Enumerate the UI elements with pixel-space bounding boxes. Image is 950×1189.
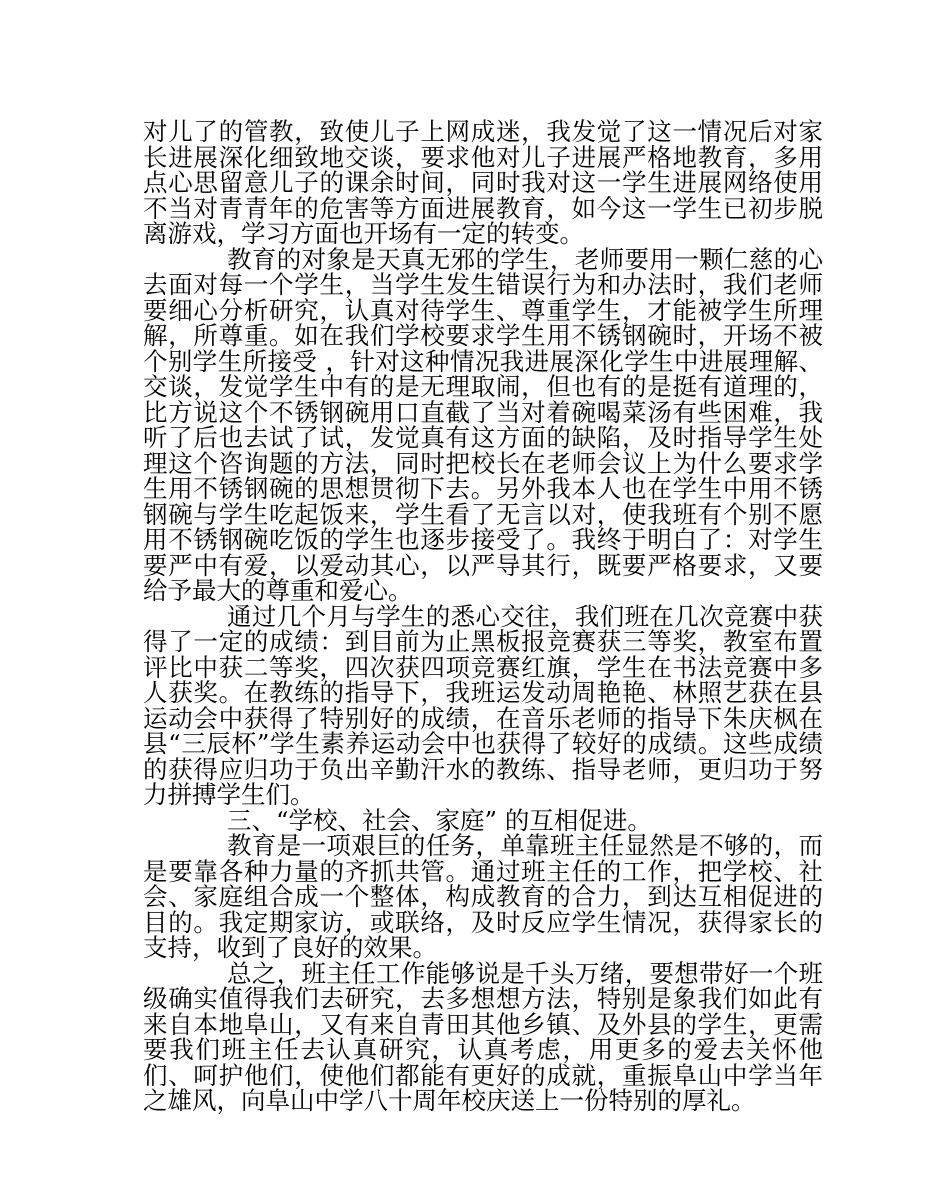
paragraph-joint-education: 教育是一项艰巨的任务，单靠班主任显然是不够的，而是要靠各种力量的齐抓共管。通过班主任的工作，把学校、社会、家庭组合成一个整体，构成教育的合力，到达互相促进的目的。我定期家访，或联络，及时反应学生情况，获得家长的支持，收到了良好的效果。: [143, 831, 823, 962]
paragraph-conclusion: 总之，班主任工作能够说是千头万绪，要想带好一个班级确实值得我们去研究，去多想想方法，特别是象我们如此有来自本地阜山，又有来自青田其他乡镇、及外县的学生，更需要我们班主任去认真研究，认真考虑，用更多的爱去关怀他们、呵护他们，使他们都能有更好的成就，重振阜山中学当年之雄风，向阜山中学八十周年校庆送上一份特别的厚礼。: [143, 958, 823, 1115]
section-heading-school-society-family: 三、“学校、社会、家庭” 的互相促进。: [227, 805, 652, 835]
document-body: [143, 119, 823, 1114]
paragraph-respect-students: 教育的对象是天真无邪的学生，老师要用一颗仁慈的心去面对每一个学生，当学生发生错误行为和办法时，我们老师要细心分析研究，认真对待学生、尊重学生，才能被学生所理解，所尊重。如在我们学校要求学生用不锈钢碗时，开场不被个别学生所接受 ，针对这种情况我进展深化学生中进展理解、交谈，发觉学生中有的是无理取闹，但也有的是挺有道理的，比方说这个不锈钢碗用口直截了当对着碗喝菜汤有些困难，我听了后也去试了试，发觉真有这方面的缺陷，及时指导学生处理这个咨询题的方法，同时把校长在老师会议上为什么要求学生用不锈钢碗的思想贯彻下去。另外我本人也在学生中用不锈钢碗与学生吃起饭来，学生看了无言以对，使我班有个别不愿用不锈钢碗吃饭的学生也逐步接受了。我终于明白了：对学生要严中有爱，以爱动其心，以严导其行，既要严格要求，又要给予最大的尊重和爱心。: [143, 244, 823, 605]
paragraph-parent-discipline: 对儿了的管教，致使儿子上网成迷，我发觉了这一情况后对家长进展深化细致地交谈，要求他对儿子进展严格地教育，多用点心思留意儿子的课余时间，同时我对这一学生进展网络使用不当对青青年的危害等方面进展教育，如今这一学生已初步脱离游戏，学习方面也开场有一定的转变。: [143, 117, 823, 248]
paragraph-achievements: 通过几个月与学生的悉心交往，我们班在几次竞赛中获得了一定的成绩：到目前为止黑板报竞赛获三等奖，教室布置评比中获二等奖，四次获四项竞赛红旗，学生在书法竞赛中多人获奖。在教练的指导下，我班运发动周艳艳、林照艺获在县运动会中获得了特别好的成绩，在音乐老师的指导下朱庆枫在县“三辰杯”学生素养运动会中也获得了较好的成绩。这些成绩的获得应归功于负出辛勤汗水的教练、指导老师，更归功于努力拼搏学生们。: [143, 601, 823, 809]
